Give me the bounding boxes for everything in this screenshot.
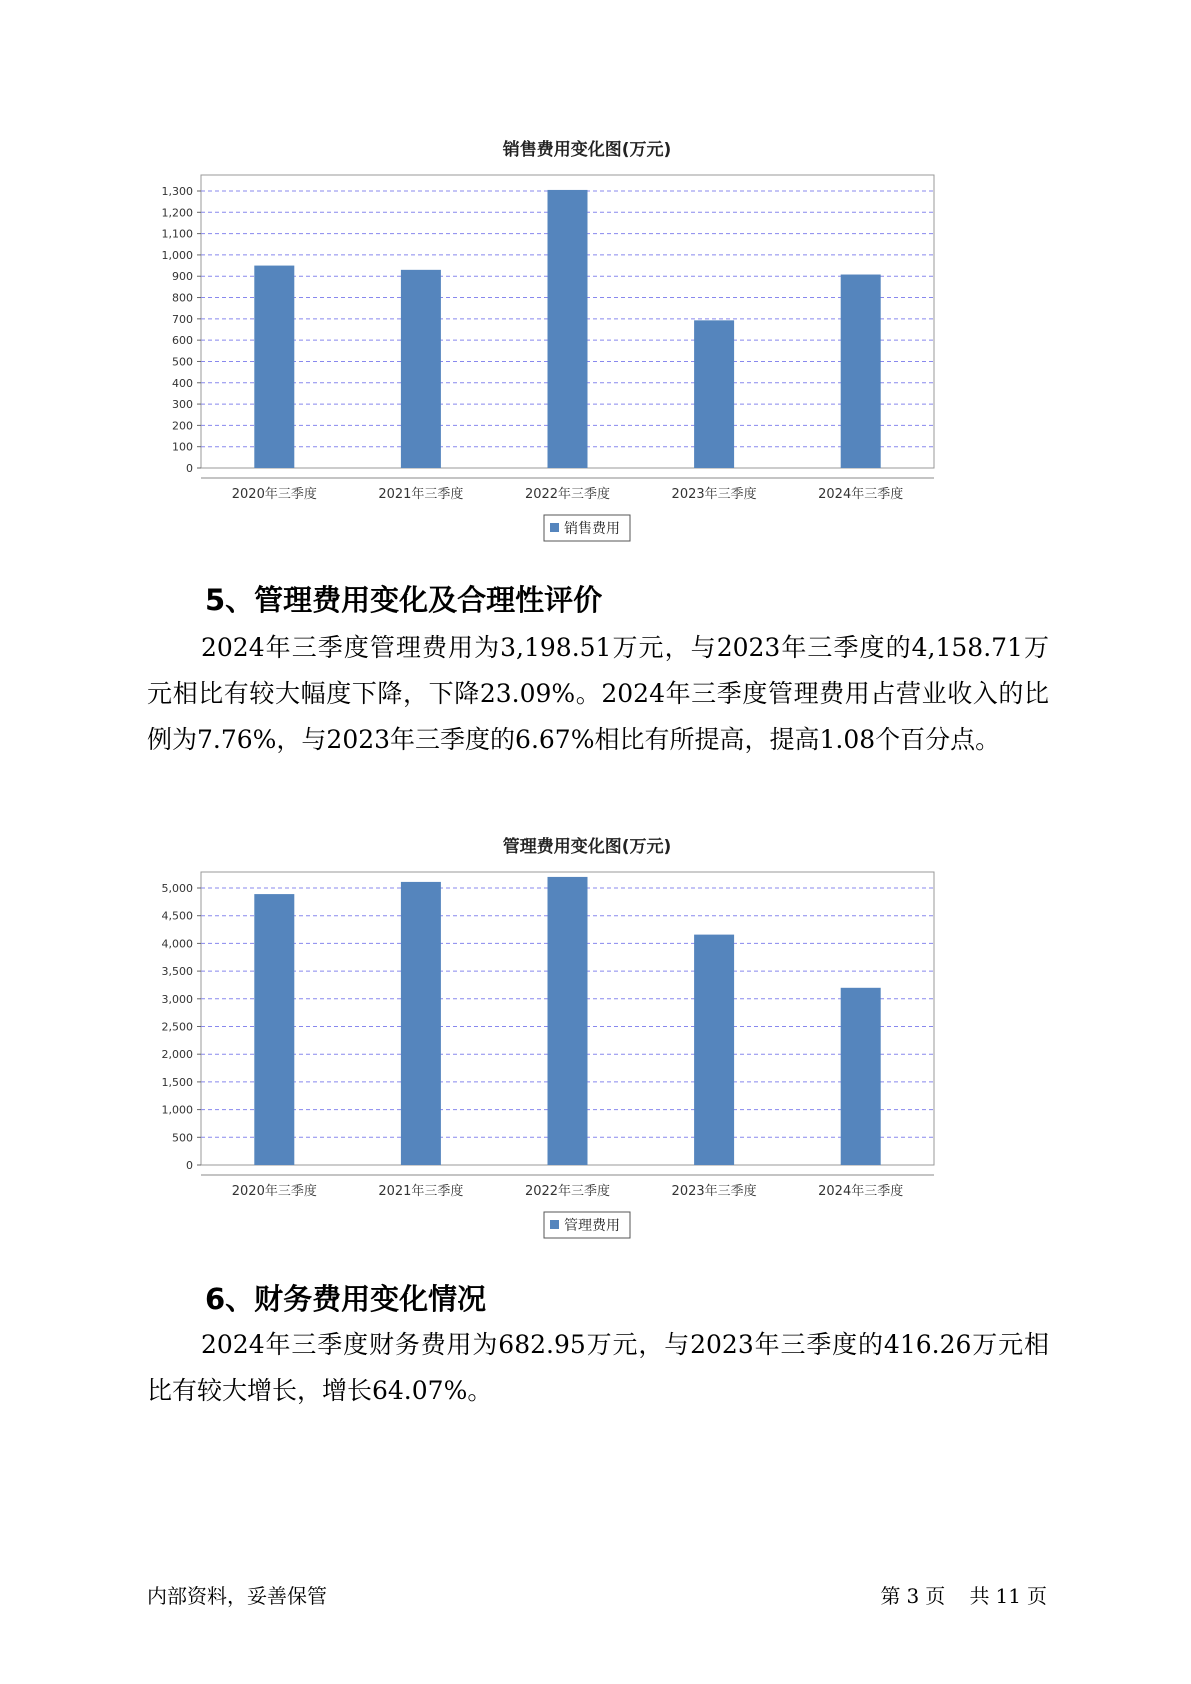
admin-expense-chart xyxy=(140,825,1050,1245)
y-tick-label: 300 xyxy=(172,398,193,412)
total-unit: 页 xyxy=(1027,1584,1047,1608)
y-tick-label: 3,500 xyxy=(161,965,193,979)
y-tick-label: 700 xyxy=(172,312,193,326)
total-prefix: 共 xyxy=(969,1584,990,1608)
y-tick-label: 400 xyxy=(172,376,193,390)
x-tick-label: 2022年三季度 xyxy=(524,487,611,502)
y-tick-label: 500 xyxy=(172,355,193,369)
page-number: 3 xyxy=(906,1584,920,1608)
bar xyxy=(254,266,294,468)
sales-expense-chart xyxy=(140,128,1050,548)
y-tick-label: 1,100 xyxy=(161,227,193,241)
bar xyxy=(694,935,734,1165)
chart-title: 销售费用变化图(万元) xyxy=(502,140,672,160)
y-tick-label: 3,000 xyxy=(161,992,193,1006)
y-tick-label: 4,000 xyxy=(161,937,193,951)
y-tick-label: 500 xyxy=(172,1131,193,1145)
sales-expense-chart-svg xyxy=(140,128,1050,548)
page-unit: 页 xyxy=(925,1584,946,1608)
section-6-paragraph xyxy=(147,1322,1049,1414)
x-tick-label: 2023年三季度 xyxy=(671,487,757,502)
y-tick-label: 0 xyxy=(186,1159,193,1172)
x-tick-label: 2022年三季度 xyxy=(524,1184,611,1199)
bar xyxy=(401,882,441,1165)
section-5-paragraph xyxy=(147,625,1049,763)
footer-page-info xyxy=(874,1580,1047,1609)
y-tick-label: 900 xyxy=(172,270,193,284)
footer-confidential-note: 内部资料，妥善保管 xyxy=(147,1584,327,1608)
legend-label: 销售费用 xyxy=(564,521,620,537)
y-tick-label: 1,500 xyxy=(161,1075,193,1089)
bar xyxy=(694,320,734,468)
bar xyxy=(401,270,441,468)
legend-swatch xyxy=(550,523,559,532)
y-tick-label: 2,500 xyxy=(161,1020,193,1034)
y-tick-label: 1,200 xyxy=(161,206,193,220)
y-tick-label: 600 xyxy=(172,334,193,348)
y-tick-label: 200 xyxy=(172,419,193,433)
y-tick-label: 0 xyxy=(186,462,193,475)
x-tick-label: 2021年三季度 xyxy=(378,487,464,502)
bar xyxy=(254,894,294,1165)
page-prefix: 第 xyxy=(880,1584,901,1608)
section-5-heading: 5、管理费用变化及合理性评价 xyxy=(205,583,603,617)
y-tick-label: 100 xyxy=(172,440,193,454)
y-tick-label: 4,500 xyxy=(161,909,193,923)
x-tick-label: 2023年三季度 xyxy=(671,1184,757,1199)
y-tick-label: 1,000 xyxy=(161,248,193,262)
bar xyxy=(548,877,588,1165)
y-tick-label: 5,000 xyxy=(161,882,193,895)
x-tick-label: 2024年三季度 xyxy=(818,487,904,502)
section-5-text: 2024年三季度管理费用为3,198.51万元，与2023年三季度的4,158.71万元相比有较大幅度下降，下降23.09%。2024年三季度管理费用占营业收入的比例为7.76%，与2023年三季度的6.67%相比有所提高，提高1.08个百分点。 xyxy=(147,633,1049,754)
x-tick-label: 2021年三季度 xyxy=(378,1184,464,1199)
y-tick-label: 800 xyxy=(172,291,193,305)
legend-label: 管理费用 xyxy=(564,1218,620,1234)
chart-title: 管理费用变化图(万元) xyxy=(502,837,672,857)
x-tick-label: 2024年三季度 xyxy=(818,1184,904,1199)
x-tick-label: 2020年三季度 xyxy=(231,487,317,502)
y-tick-label: 1,300 xyxy=(161,185,193,198)
bar xyxy=(841,988,881,1165)
x-tick-label: 2020年三季度 xyxy=(231,1184,317,1199)
admin-expense-chart-svg xyxy=(140,825,1050,1245)
legend-swatch xyxy=(550,1220,559,1229)
y-tick-label: 1,000 xyxy=(161,1103,193,1117)
y-tick-label: 2,000 xyxy=(161,1048,193,1062)
bar xyxy=(548,190,588,468)
total-pages: 11 xyxy=(995,1584,1021,1608)
bar xyxy=(841,275,881,468)
section-6-heading: 6、财务费用变化情况 xyxy=(205,1282,487,1316)
section-6-text: 2024年三季度财务费用为682.95万元，与2023年三季度的416.26万元相比有较大增长，增长64.07%。 xyxy=(147,1330,1049,1405)
